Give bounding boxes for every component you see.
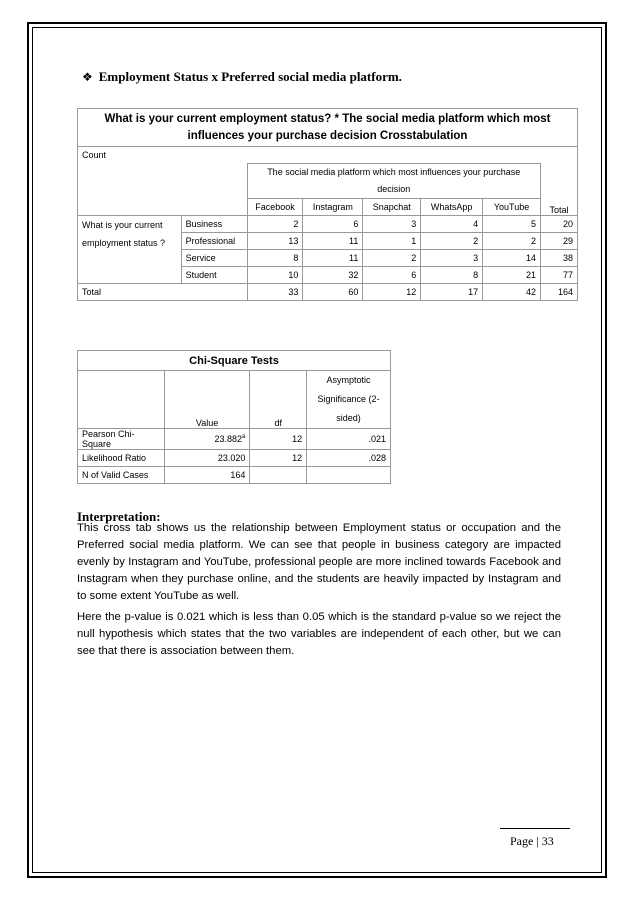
table-cell: 5 bbox=[483, 216, 541, 233]
table-cell: 13 bbox=[247, 233, 303, 250]
row-group-label: What is your current employment status ? bbox=[78, 216, 182, 284]
table-cell: 14 bbox=[483, 250, 541, 267]
table-cell: 8 bbox=[247, 250, 303, 267]
total-label: Total bbox=[78, 284, 248, 301]
col-header-df: df bbox=[250, 371, 307, 429]
row-label: Professional bbox=[181, 233, 247, 250]
table-cell: 2 bbox=[247, 216, 303, 233]
table-row bbox=[78, 429, 391, 450]
col-header-value: Value bbox=[164, 371, 250, 429]
table-cell bbox=[164, 429, 250, 450]
table-cell bbox=[307, 467, 391, 484]
col-header-whatsapp: WhatsApp bbox=[421, 199, 483, 216]
interpretation-paragraph-2: Here the p-value is 0.021 which is less than 0.05 which is the standard p-value so we reject the null hypothesis which states that the two variables are independent of each other, but we can see that there is association between them. bbox=[77, 611, 561, 657]
crosstab-table bbox=[77, 108, 578, 301]
table-row bbox=[78, 467, 391, 484]
footer-divider bbox=[500, 828, 570, 829]
col-header-instagram: Instagram bbox=[303, 199, 363, 216]
row-label: Student bbox=[181, 267, 247, 284]
table-row bbox=[78, 450, 391, 467]
table-cell: 2 bbox=[421, 233, 483, 250]
table-cell: 6 bbox=[363, 267, 421, 284]
row-label: Pearson Chi-Square bbox=[78, 429, 165, 450]
chi-square-title: Chi-Square Tests bbox=[78, 351, 391, 371]
table-cell bbox=[250, 467, 307, 484]
table-cell: 164 bbox=[164, 467, 250, 484]
table-cell: 4 bbox=[421, 216, 483, 233]
interpretation-paragraph-1: This cross tab shows us the relationship between Employment status or occupation and the Preferred social media platform. We can see that people in business category are impacted evenly by Instagram and YouTube, professional people are more inclined towards Facebook and Instagram when they purchase online, and the students are heavily impacted by Instagram and to some extent YouTube as well. bbox=[77, 522, 561, 602]
col-header-total: Total bbox=[540, 164, 577, 216]
section-heading-text: Employment Status x Preferred social media platform. bbox=[98, 69, 402, 84]
table-cell: 20 bbox=[540, 216, 577, 233]
row-label: N of Valid Cases bbox=[78, 467, 165, 484]
table-cell: 42 bbox=[483, 284, 541, 301]
table-cell: 3 bbox=[363, 216, 421, 233]
col-header-snapchat: Snapchat bbox=[363, 199, 421, 216]
table-row bbox=[78, 216, 578, 233]
col-group-label: The social media platform which most influences your purchase decision bbox=[247, 164, 540, 199]
row-label: Service bbox=[181, 250, 247, 267]
col-header-youtube: YouTube bbox=[483, 199, 541, 216]
total-row bbox=[78, 284, 578, 301]
chi-square-table bbox=[77, 350, 391, 484]
table-cell: 6 bbox=[303, 216, 363, 233]
table-cell: 12 bbox=[250, 429, 307, 450]
table-cell: 2 bbox=[363, 250, 421, 267]
count-label: Count bbox=[78, 147, 578, 164]
table-cell: 21 bbox=[483, 267, 541, 284]
table-cell: 32 bbox=[303, 267, 363, 284]
table-cell: 11 bbox=[303, 250, 363, 267]
table-cell: 1 bbox=[363, 233, 421, 250]
table-cell: 33 bbox=[247, 284, 303, 301]
footnote-marker: a bbox=[242, 434, 246, 440]
table-cell: 10 bbox=[247, 267, 303, 284]
table-cell: 12 bbox=[250, 450, 307, 467]
page-number: Page | 33 bbox=[510, 834, 554, 848]
col-header-sig: Asymptotic Significance (2-sided) bbox=[307, 371, 391, 429]
table-cell: .021 bbox=[307, 429, 391, 450]
table-cell: 164 bbox=[540, 284, 577, 301]
table-cell: 3 bbox=[421, 250, 483, 267]
table-cell: .028 bbox=[307, 450, 391, 467]
table-cell: 38 bbox=[540, 250, 577, 267]
table-cell: 29 bbox=[540, 233, 577, 250]
table-cell: 11 bbox=[303, 233, 363, 250]
table-cell: 2 bbox=[483, 233, 541, 250]
interpretation-title: Interpretation: bbox=[77, 509, 161, 524]
table-cell: 77 bbox=[540, 267, 577, 284]
table-cell: 17 bbox=[421, 284, 483, 301]
value-number: 23.882 bbox=[214, 434, 243, 444]
section-heading bbox=[82, 69, 402, 85]
row-label: Business bbox=[181, 216, 247, 233]
table-cell: 8 bbox=[421, 267, 483, 284]
crosstab-title: What is your current employment status? * The social media platform which most influences your purchase decision Crosstabulation bbox=[78, 109, 578, 147]
corner-cell bbox=[78, 164, 248, 216]
table-cell: 23.020 bbox=[164, 450, 250, 467]
table-cell: 12 bbox=[363, 284, 421, 301]
diamond-bullet-icon: ❖ bbox=[82, 69, 93, 84]
table-cell: 60 bbox=[303, 284, 363, 301]
chi-corner-cell bbox=[78, 371, 165, 429]
col-header-facebook: Facebook bbox=[247, 199, 303, 216]
row-label: Likelihood Ratio bbox=[78, 450, 165, 467]
